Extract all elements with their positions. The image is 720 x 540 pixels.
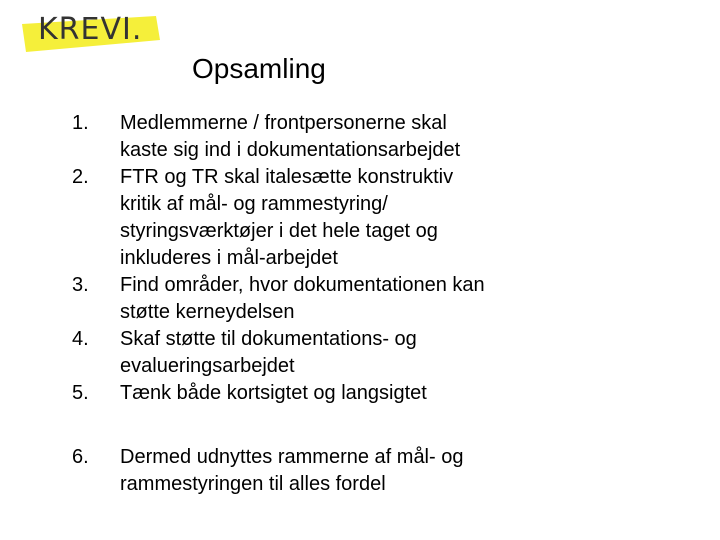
logo-wordmark: KREVI. <box>38 12 143 47</box>
list-item-line: kritik af mål- og rammestyring/ <box>120 193 388 215</box>
list-item-line: Find områder, hvor dokumentationen kan <box>120 274 485 296</box>
list-item-line: evalueringsarbejdet <box>120 355 295 377</box>
list-item-number: 4. <box>72 328 89 350</box>
list-item-number: 6. <box>72 446 89 468</box>
list-item-line: rammestyringen til alles fordel <box>120 473 386 495</box>
list-item-number: 1. <box>72 112 89 134</box>
list-item-number: 3. <box>72 274 89 296</box>
list-item-text <box>120 110 600 164</box>
list-item-line: styringsværktøjer i det hele taget og <box>120 220 438 242</box>
list-item-line: Tænk både kortsigtet og langsigtet <box>120 382 427 404</box>
list-item-text <box>120 164 600 272</box>
list-item-number: 5. <box>72 382 89 404</box>
list-item-line: FTR og TR skal italesætte konstruktiv <box>120 166 454 188</box>
list-item-line: kaste sig ind i dokumentationsarbejdet <box>120 139 461 161</box>
list-item-text <box>120 444 600 498</box>
list-item-text <box>120 272 600 326</box>
list-item-number: 2. <box>72 166 89 188</box>
slide-title: Opsamling <box>192 53 326 84</box>
list-item-line: Skaf støtte til dokumentations- og <box>120 328 417 350</box>
list-item-line: inkluderes i mål-arbejdet <box>120 247 338 269</box>
list-item-text <box>120 326 600 380</box>
krevi-logo <box>18 10 168 56</box>
list-item-line: Medlemmerne / frontpersonerne skal <box>120 112 447 134</box>
list-item-line: støtte kerneydelsen <box>120 301 295 323</box>
list-item-line: Dermed udnyttes rammerne af mål- og <box>120 446 464 468</box>
list-item-text <box>120 380 600 407</box>
